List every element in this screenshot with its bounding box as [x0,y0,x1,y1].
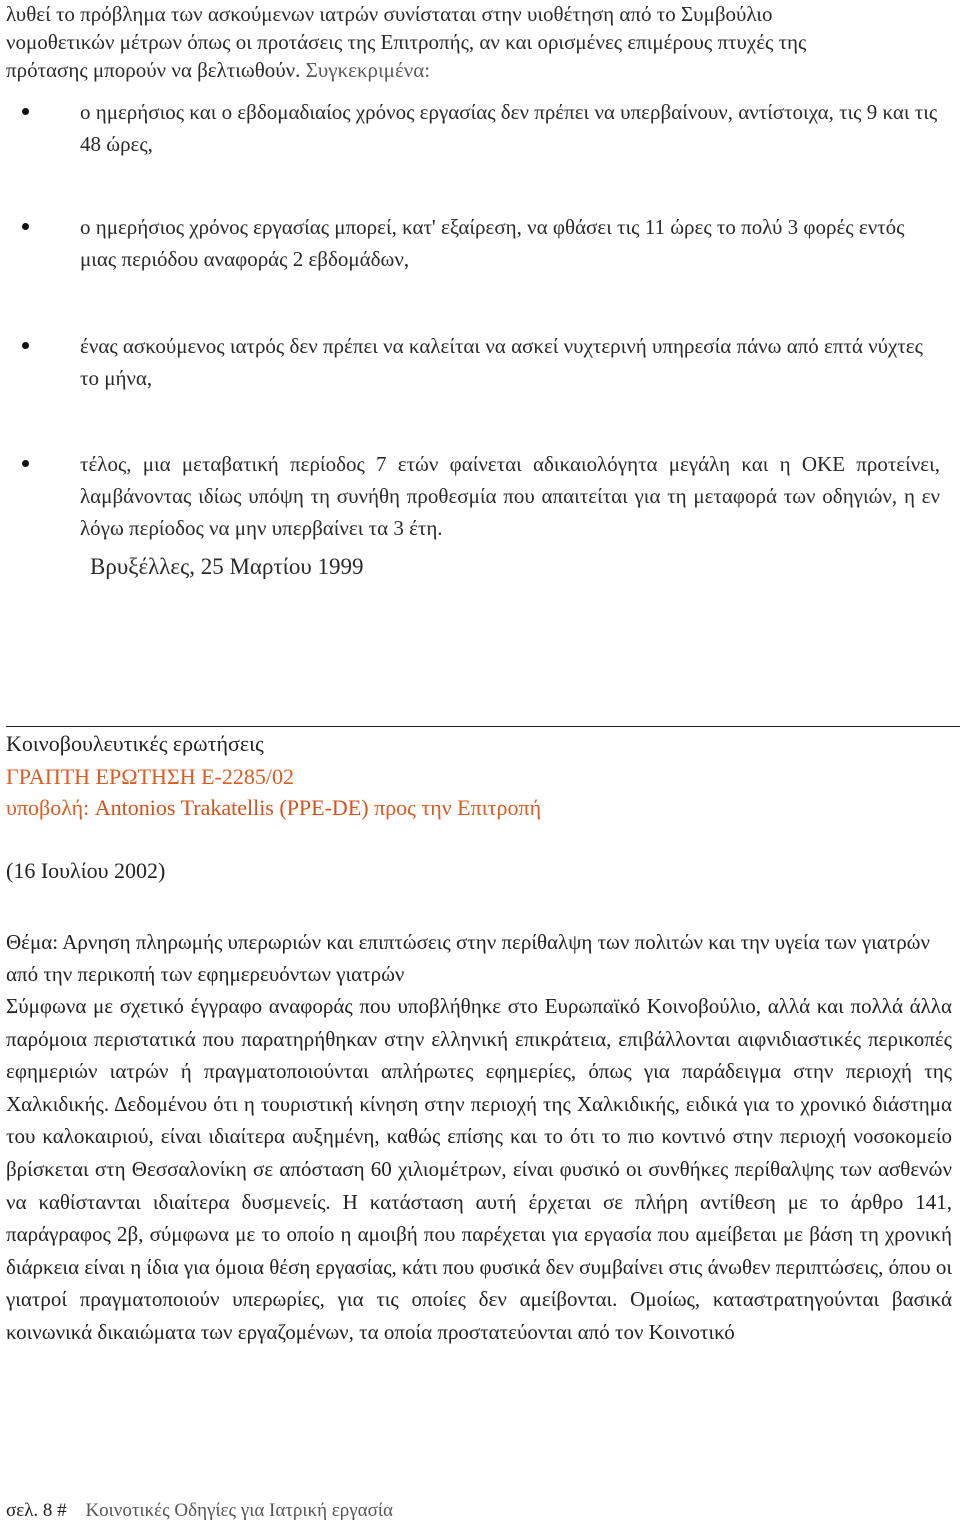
bullet-dot-icon [22,342,29,349]
list-item-text: ο ημερήσιος χρόνος εργασίας μπορεί, κατ' εξαίρεση, να φθάσει τις 11 ώρες το πολύ 3 φορές εντός μιας περιόδου αναφοράς 2 εβδομάδων, [80,215,905,271]
intro-line [6,56,956,84]
intro-paragraph [6,0,956,84]
question-date: (16 Ιουλίου 2002) [6,858,166,883]
question-id: ΓΡΑΠΤΗ ΕΡΩΤΗΣΗ Ε-2285/02 [6,764,294,789]
submitted-label: υποβολή: [6,795,90,820]
subject-text: Αρνηση πληρωμής υπερωριών και επιπτώσεις στην περίθαλψη των πολιτών και την υγεία των γιατρών από την περικοπή των εφημερευόντων γιατρών [6,930,930,986]
submitted-to: προς την Επιτροπή [374,795,542,820]
list-item-text: τέλος, μια μεταβατική περίοδος 7 ετών φαίνεται αδικαιολόγητα μεγάλη και η ΟΚΕ προτείνει, λαμβάνοντας ιδίως υπόψη τη συνήθη προθεσμία που απαιτείται για τη μεταφορά των οδηγιών, η εν λόγω περίοδος να μην υπερβαίνει τα 3 έτη. [80,452,940,540]
bullet-dot-icon [22,460,29,467]
bullet-dot-icon [22,108,29,115]
list-item [80,96,940,160]
page-number: σελ. 8 # [6,1500,67,1521]
footer-title: Κοινοτικές Οδηγίες για Ιατρική εργασία [85,1500,393,1521]
submitted-author: Antonios Trakatellis (PPE-DE) [94,795,369,820]
list-item [80,448,940,544]
list-item-text: ο ημερήσιος και ο εβδομαδιαίος χρόνος εργασίας δεν πρέπει να υπερβαίνουν, αντίστοιχα, τις 9 και τις 48 ώρες, [80,100,938,156]
list-item [80,211,940,275]
intro-line: νομοθετικών μέτρων όπως οι προτάσεις της Επιτροπής, αν και ορισμένες επιμέρους πτυχές της [6,30,807,54]
submission-line [6,795,541,821]
signoff-place-date: Βρυξέλλες, 25 Μαρτίου 1999 [90,554,364,579]
page-footer [6,1500,393,1522]
body-paragraph: Σύμφωνα με σχετικό έγγραφο αναφοράς που υποβλήθηκε στο Ευρωπαϊκό Κοινοβούλιο, αλλά και πολλά άλλα παρόμοια περιστατικά που παρατηρήθηκαν στην ελληνική επικράτεια, επιβάλλονται αιφνιδιαστικές περικοπές εφημεριών ιατρών ή πραγματοποιούνται απλήρωτες εφημερίες, όπως για παράδειγμα στην περιοχή της Χαλκιδικής. Δεδομένου ότι η τουριστική κίνηση στην περιοχή της Χαλκιδικής, ειδικά για το χρονικό διάστημα του καλοκαιριού, είναι ιδιαίτερα αυξημένη, καθώς επίσης και το ότι το πιο κοντινό στην περιοχή νοσοκομείο βρίσκεται στη Θεσσαλονίκη σε απόσταση 60 χιλιομέτρων, είναι φυσικό οι συνθήκες περίθαλψης των ασθενών να καθίστανται ιδιαίτερα δυσμενείς. Η κατάσταση αυτή έρχεται σε πλήρη αντίθεση με το άρθρο 141, παράγραφος 2β, σύμφωνα με το οποίο η αμοιβή που παρέχεται για εργασία που αμείβεται με βάση τη χρονική διάρκεια είναι η ίδια για όμοια θέση εργασίας, κάτι που φυσικά δεν συμβαίνει στις άνωθεν περιπτώσεις, όπου οι γιατροί πραγματοποιούν υπερωρίες, για τις οποίες δεν αμείβονται. Ομοίως, καταστρατηγούνται βασικά κοινωνικά δικαιώματα των εργαζομένων, τα οποία προστατεύονται από τον Κοινοτικό [6,994,952,1344]
intro-line-tail: Συγκεκριμένα: [305,58,431,82]
list-item [80,330,940,394]
subject-label: Θέμα: [6,930,59,954]
section-title: Κοινοβουλευτικές ερωτήσεις [6,731,264,756]
intro-line-text: πρότασης μπορούν να βελτιωθούν. [6,58,301,82]
section-divider [6,726,960,727]
list-item-text: ένας ασκούμενος ιατρός δεν πρέπει να καλείται να ασκεί νυχτερινή υπηρεσία πάνω από επτά νύχτες το μήνα, [80,334,923,390]
intro-line: λυθεί το πρόβλημα των ασκούμενων ιατρών συνίσταται στην υιοθέτηση από το Συμβούλιο [6,2,773,26]
bullet-dot-icon [22,223,29,230]
subject-line [6,926,946,990]
